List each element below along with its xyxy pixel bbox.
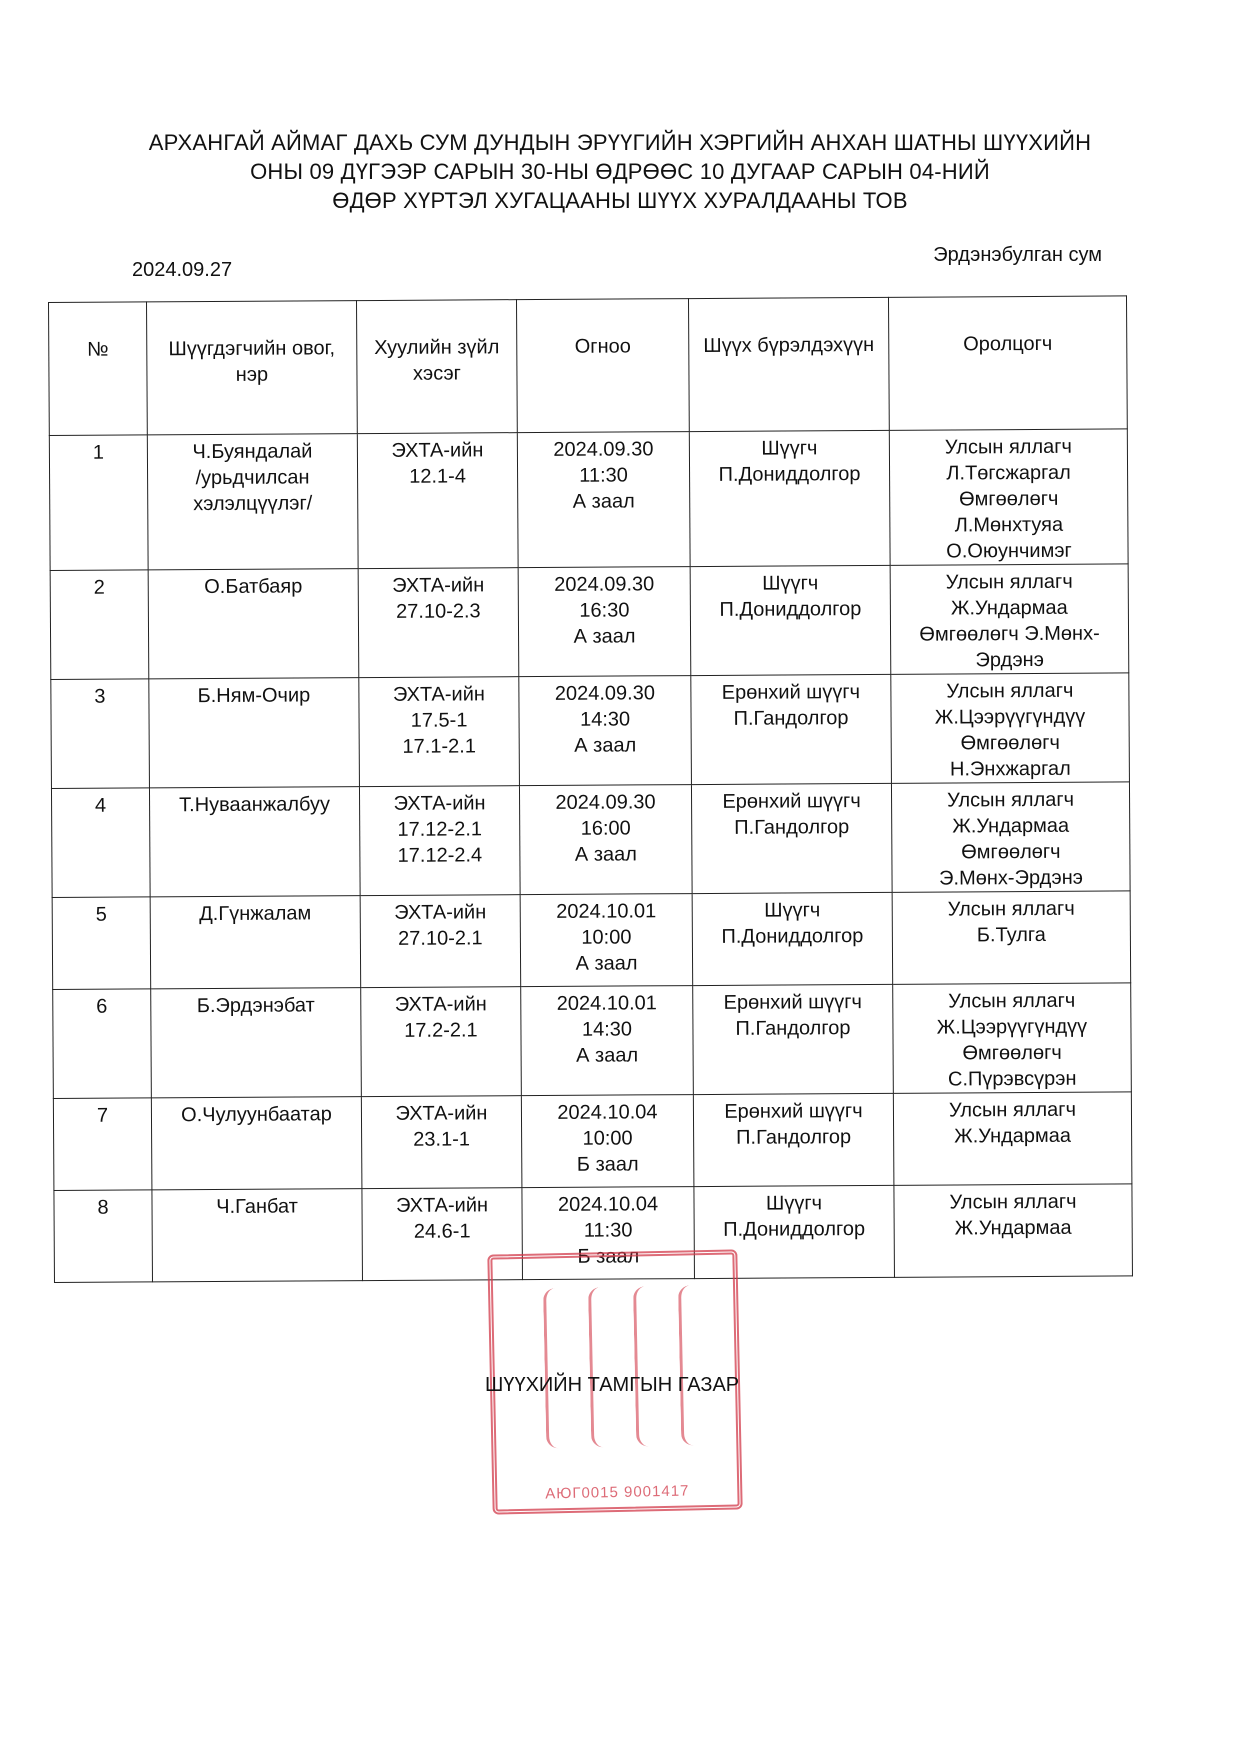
court-composition-line: П.Дониддолгор [723, 1218, 866, 1241]
participants-cell [891, 673, 1130, 783]
defendant-name-line: хэлэлцүүлэг/ [193, 492, 313, 516]
hearing-datetime-line: 2024.09.30 [554, 682, 656, 705]
hearing-datetime-line: 16:00 [580, 817, 631, 840]
law-article-line: ЭХТА-ийн [391, 439, 484, 462]
defendant-name-line: Ч.Буяндалай [192, 440, 313, 464]
court-composition-line: Шүүгч [764, 899, 821, 922]
hearing-datetime-cell [520, 894, 693, 987]
defendant-name-line: Б.Ням-Очир [197, 684, 311, 708]
participants-line: Улсын яллагч [946, 679, 1074, 703]
table-row [51, 673, 1130, 789]
court-composition-cell [691, 674, 892, 784]
defendant-name-cell [148, 569, 359, 679]
hearing-datetime-line: А заал [576, 1044, 639, 1067]
hearing-datetime-line: А заал [573, 625, 636, 648]
hearing-datetime-cell [519, 676, 692, 786]
participants-line: Өмгөөлөгч Э.Мөнх- [919, 622, 1100, 646]
hearing-datetime-line: 2024.10.04 [557, 1193, 659, 1216]
hearing-datetime-line: Б заал [576, 1153, 639, 1176]
hearing-datetime-line: 14:30 [579, 708, 631, 731]
participants-line: Улсын яллагч [945, 570, 1073, 594]
participants-line: Улсын яллагч [947, 897, 1075, 921]
participants-cell [891, 782, 1130, 892]
hearing-datetime-line: А заал [574, 734, 637, 757]
participants-line: Улсын яллагч [944, 435, 1072, 459]
participants-line: Улсын яллагч [946, 788, 1075, 812]
court-composition-line: П.Гандолгор [733, 707, 849, 730]
stamp-mongolian-script-line [543, 1288, 573, 1449]
law-article-line: 27.10-2.1 [398, 927, 483, 950]
participants-line: Улсын яллагч [949, 1190, 1077, 1214]
law-article-cell [358, 568, 519, 678]
court-composition-line: Ерөнхий шүүгч [724, 1100, 863, 1123]
law-article-line: ЭХТА-ийн [393, 792, 486, 815]
defendant-name-line: О.Батбаяр [204, 575, 303, 599]
defendant-name-cell [151, 988, 362, 1098]
header-court: Шүүх бүрэлдэхүүн [688, 297, 889, 431]
court-composition-line: П.Гандолгор [736, 1126, 852, 1149]
law-article-line: ЭХТА-ийн [395, 1194, 489, 1217]
law-article-line: 24.6-1 [413, 1220, 471, 1243]
table-row [52, 891, 1131, 990]
participants-line: Ж.Ундармаа [950, 596, 1068, 620]
law-article-line: ЭХТА-ийн [392, 574, 485, 597]
law-article-line: 17.12-2.4 [397, 844, 483, 867]
law-article-line: 17.1-2.1 [402, 735, 476, 758]
row-number-cell: 5 [52, 897, 151, 990]
participants-line: Н.Энхжаргал [949, 757, 1071, 781]
hearing-datetime-line: 2024.09.30 [553, 438, 654, 461]
law-article-line: 17.5-1 [410, 709, 468, 732]
participants-line: Улсын яллагч [948, 1098, 1077, 1122]
law-article-cell [359, 786, 520, 896]
court-composition-line: П.Гандолгор [734, 816, 850, 839]
defendant-name-line: Ч.Ганбат [216, 1195, 298, 1218]
row-number-cell: 8 [54, 1190, 153, 1283]
participants-cell [890, 564, 1129, 674]
document-date: 2024.09.27 [132, 259, 233, 281]
law-article-cell [359, 677, 520, 787]
law-article-cell [357, 433, 518, 569]
court-composition-line: П.Дониддолгор [721, 925, 864, 948]
hearing-datetime-line: 10:00 [581, 926, 632, 949]
schedule-table [48, 295, 1133, 1283]
participants-line: О.Оюунчимэг [946, 539, 1072, 563]
court-composition-line: П.Гандолгор [735, 1017, 851, 1040]
participants-cell [893, 1092, 1132, 1185]
row-number-cell: 3 [51, 679, 150, 789]
court-composition-cell [693, 984, 894, 1094]
office-label: ШҮҮХИЙН ТАМГЫН ГАЗАР [485, 1374, 740, 1396]
hearing-datetime-line: 14:30 [581, 1018, 633, 1041]
defendant-name-line: Б.Эрдэнэбат [196, 994, 315, 1018]
header-law: Хуулийн зүйл хэсэг [356, 300, 517, 434]
participants-cell [893, 983, 1132, 1093]
law-article-line: 23.1-1 [413, 1128, 471, 1151]
law-article-line: 27.10-2.3 [396, 600, 481, 623]
defendant-name-line: Д.Гүнжалам [199, 902, 312, 926]
row-number-cell: 4 [51, 788, 150, 898]
participants-line: Ж.Ундармаа [954, 1124, 1072, 1148]
court-composition-line: П.Дониддолгор [719, 598, 862, 621]
law-article-cell [360, 895, 521, 988]
hearing-datetime-line: 2024.09.30 [555, 791, 656, 814]
header-defendant: Шүүгдэгчийн овог, нэр [147, 301, 358, 435]
court-composition-line: Шүүгч [765, 1192, 823, 1215]
title-line-2: ОНЫ 09 ДҮГЭЭР САРЫН 30-НЫ ӨДРӨӨС 10 ДУГААР САРЫН 04-НИЙ [250, 159, 990, 184]
stamp-mongolian-script-line [678, 1285, 708, 1446]
defendant-name-cell [147, 434, 358, 570]
hearing-datetime-line: А заал [572, 490, 635, 513]
stamp-serial: АЮГ0015 9001417 [545, 1482, 690, 1503]
court-composition-cell [692, 892, 893, 985]
hearing-datetime-line: А заал [574, 843, 637, 866]
court-composition-line: Ерөнхий шүүгч [722, 790, 861, 813]
hearing-datetime-cell [519, 785, 692, 895]
document-title [110, 128, 1130, 215]
law-article-line: ЭХТА-ийн [394, 993, 487, 1016]
row-number-cell: 7 [53, 1098, 152, 1191]
court-composition-cell [693, 1093, 894, 1186]
participants-line: Ж.Цээрүүгүндүү [936, 1015, 1088, 1039]
participants-line: Өмгөөлөгч [958, 487, 1059, 511]
defendant-name-cell [152, 1189, 363, 1282]
defendant-name-line: /урьдчилсан [195, 466, 310, 490]
table-row [53, 983, 1132, 1099]
hearing-datetime-line: Б заал [577, 1245, 640, 1268]
court-composition-cell [689, 430, 890, 566]
law-article-cell [361, 1096, 522, 1189]
table-row [49, 429, 1128, 571]
law-article-line: ЭХТА-ийн [395, 1102, 488, 1125]
court-composition-line: Ерөнхий шүүгч [721, 681, 861, 704]
defendant-name-line: О.Чулуунбаатар [181, 1103, 332, 1127]
court-composition-line: Шүүгч [761, 437, 818, 460]
hearing-datetime-line: 2024.10.01 [556, 900, 657, 923]
defendant-name-line: Т.Нуваанжалбуу [179, 793, 331, 817]
row-number-cell: 2 [50, 570, 149, 680]
hearing-datetime-line: 11:30 [583, 1219, 633, 1242]
law-article-line: ЭХТА-ийн [392, 683, 485, 706]
participants-line: Л.Мөнхтуяа [954, 513, 1064, 537]
row-number-cell: 1 [49, 435, 148, 571]
court-composition-cell [691, 783, 892, 893]
participants-line: Өмгөөлөгч [960, 731, 1060, 755]
schedule-rows [49, 429, 1132, 1283]
document-place: Эрдэнэбулган сум [933, 244, 1102, 266]
law-article-cell [361, 987, 522, 1097]
hearing-datetime-line: 10:00 [582, 1127, 633, 1150]
court-composition-line: Ерөнхий шүүгч [723, 991, 862, 1014]
participants-line: Ж.Ундармаа [952, 814, 1070, 838]
row-number-cell: 6 [53, 989, 152, 1099]
hearing-datetime-cell [521, 986, 694, 1096]
participants-line: Б.Тулга [976, 923, 1046, 947]
defendant-name-cell [151, 1097, 362, 1190]
hearing-datetime-cell [521, 1095, 694, 1188]
hearing-datetime-line: А заал [575, 952, 638, 975]
defendant-name-cell [149, 678, 360, 788]
stamp-mongolian-script-line [633, 1286, 663, 1447]
participants-line: Эрдэнэ [975, 648, 1044, 672]
participants-line: Өмгөөлөгч [961, 840, 1061, 864]
hearing-datetime-line: 2024.10.04 [557, 1101, 658, 1124]
court-composition-cell [690, 565, 891, 675]
table-row [51, 782, 1130, 898]
participants-cell [894, 1184, 1133, 1277]
stamp-mongolian-script-line [588, 1287, 618, 1448]
law-article-line: 12.1-4 [409, 465, 467, 488]
participants-cell [892, 891, 1131, 984]
participants-line: С.Пүрэвсүрэн [947, 1067, 1077, 1091]
header-participants: Оролцогч [888, 296, 1127, 430]
participants-line: Ж.Ундармаа [954, 1216, 1072, 1240]
hearing-datetime-cell [517, 432, 690, 568]
hearing-datetime-line: 2024.10.01 [556, 992, 657, 1015]
table-row [53, 1092, 1132, 1191]
header-number: № [49, 302, 148, 436]
court-composition-line: Шүүгч [762, 572, 819, 595]
title-line-3: ӨДӨР ХҮРТЭЛ ХУГАЦААНЫ ШҮҮХ ХУРАЛДААНЫ ТОВ [332, 188, 908, 213]
participants-cell [889, 429, 1128, 565]
participants-line: Л.Төгсжаргал [946, 461, 1071, 485]
header-date: Огноо [516, 299, 689, 433]
hearing-datetime-line: 2024.09.30 [554, 573, 655, 596]
defendant-name-cell [150, 896, 361, 989]
hearing-datetime-line: 16:30 [579, 599, 630, 622]
law-article-line: 17.2-2.1 [404, 1019, 478, 1042]
participants-line: Өмгөөлөгч [962, 1041, 1062, 1065]
table-row [50, 564, 1129, 680]
law-article-line: ЭХТА-ийн [394, 901, 487, 924]
hearing-datetime-line: 11:30 [579, 464, 628, 487]
title-line-1: АРХАНГАЙ АЙМАГ ДАХЬ СУМ ДУНДЫН ЭРҮҮГИЙН ХЭРГИЙН АНХАН ШАТНЫ ШҮҮХИЙН [148, 130, 1092, 155]
participants-line: Э.Мөнх-Эрдэнэ [939, 866, 1084, 890]
table-header-row [49, 296, 1128, 436]
court-composition-line: П.Дониддолгор [718, 463, 861, 486]
law-article-line: 17.12-2.1 [397, 818, 483, 841]
participants-line: Ж.Цээрүүгүндүү [934, 705, 1086, 729]
participants-line: Улсын яллагч [948, 989, 1076, 1013]
hearing-datetime-cell [518, 567, 691, 677]
defendant-name-cell [149, 787, 360, 897]
